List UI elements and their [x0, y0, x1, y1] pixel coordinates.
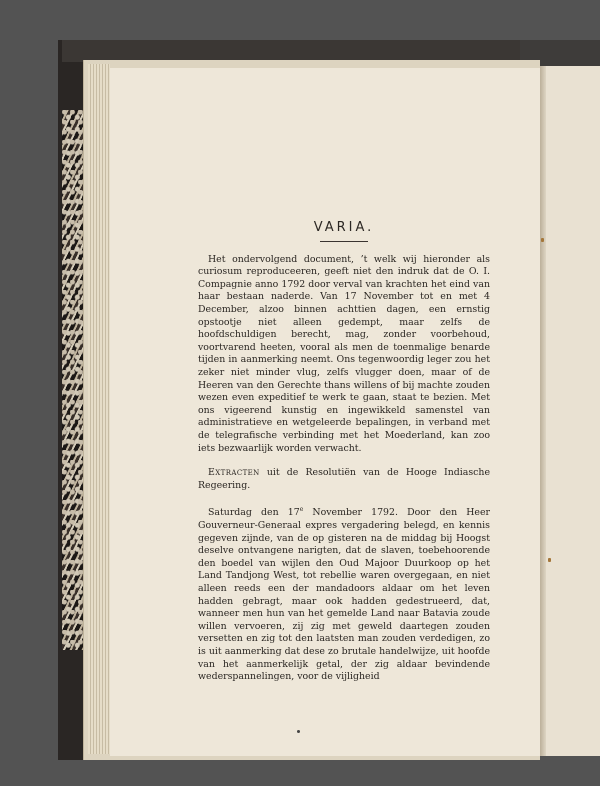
book-top-edge — [62, 40, 520, 62]
extract-heading-rest: uit de Resolutiën van de Hooge Indiasche Regeering. — [198, 467, 490, 491]
document-body — [198, 222, 490, 684]
page-mark — [297, 730, 300, 733]
extract-heading-smallcaps: Extracten — [208, 467, 260, 479]
saturday-sup: e — [299, 506, 304, 514]
marbled-endpaper — [62, 110, 84, 650]
foxing-spot — [541, 238, 544, 242]
title-rule — [320, 241, 368, 242]
saturday-start: Saturdag den 17 — [208, 507, 300, 519]
document-title: VARIA. — [313, 220, 375, 235]
facing-page — [546, 66, 600, 756]
foxing-spot — [548, 558, 551, 562]
intro-paragraph: Het ondervolgend document, ’t welk wij hieronder als curiosum reproduceeren, geeft niet den indruk dat de O. I. Compagnie anno 1792 door verval van krachten het eind van haar bestaan naderde. Van 17 November tot en met 4 December, alzoo binnen achttien dagen, een ernstig opstootje niet alleen gedempt, maar zelfs de hoofdschuldigen berecht, mag, zonder voorbehoud, voortvarend heeten, vooral als men de toenmalige benarde tijden in aanmerking neemt. Ons tegenwoordig leger zou het zeker niet minder vlug, zelfs vlugger doen, maar of de Heeren van den Gerechte thans willens of bij machte zouden wezen even expeditief te werk te gaan, staat te bezien. Met ons vigeerend kunstig en ingewikkeld samenstel van administratieve en wetgeleerde bepalingen, in verband met de telegrafische verbinding met het Moederland, kan zoo iets bezwaarlijk worden verwacht. — [198, 253, 490, 454]
page-edges — [88, 64, 110, 754]
saturday-paragraph — [198, 504, 490, 683]
extract-heading — [198, 467, 490, 492]
saturday-rest: November 1792. Door den Heer Gouverneur-Generaal expres vergadering belegd, en kennis gegeven zijnde, van de op gisteren na de middag bij Hoogst deselve ontvangene narigten, dat de slaven, toebehoorende den boedel van wijlen den Oud Majoor Duurkoop op het Land Tandjong West, tot rebellie waren overgegaan, en niet alleen reeds een der mandadoors aldaar om het leven hadden gebragt, maar ook hadden gedestrueerd, dat, wanneer men hun van het gemelde Land naar Batavia zoude willen vervoeren, zij zig met geweld daartegen zouden versetten en zig tot den laatsten man zouden verdedigen, zo is uit aanmerking dat dese zo brutale handelwijze, uit hoofde van het aanmerkelijk getal, der zig aldaar bevindende wederspannelingen, voor de vijligheid — [198, 507, 490, 683]
